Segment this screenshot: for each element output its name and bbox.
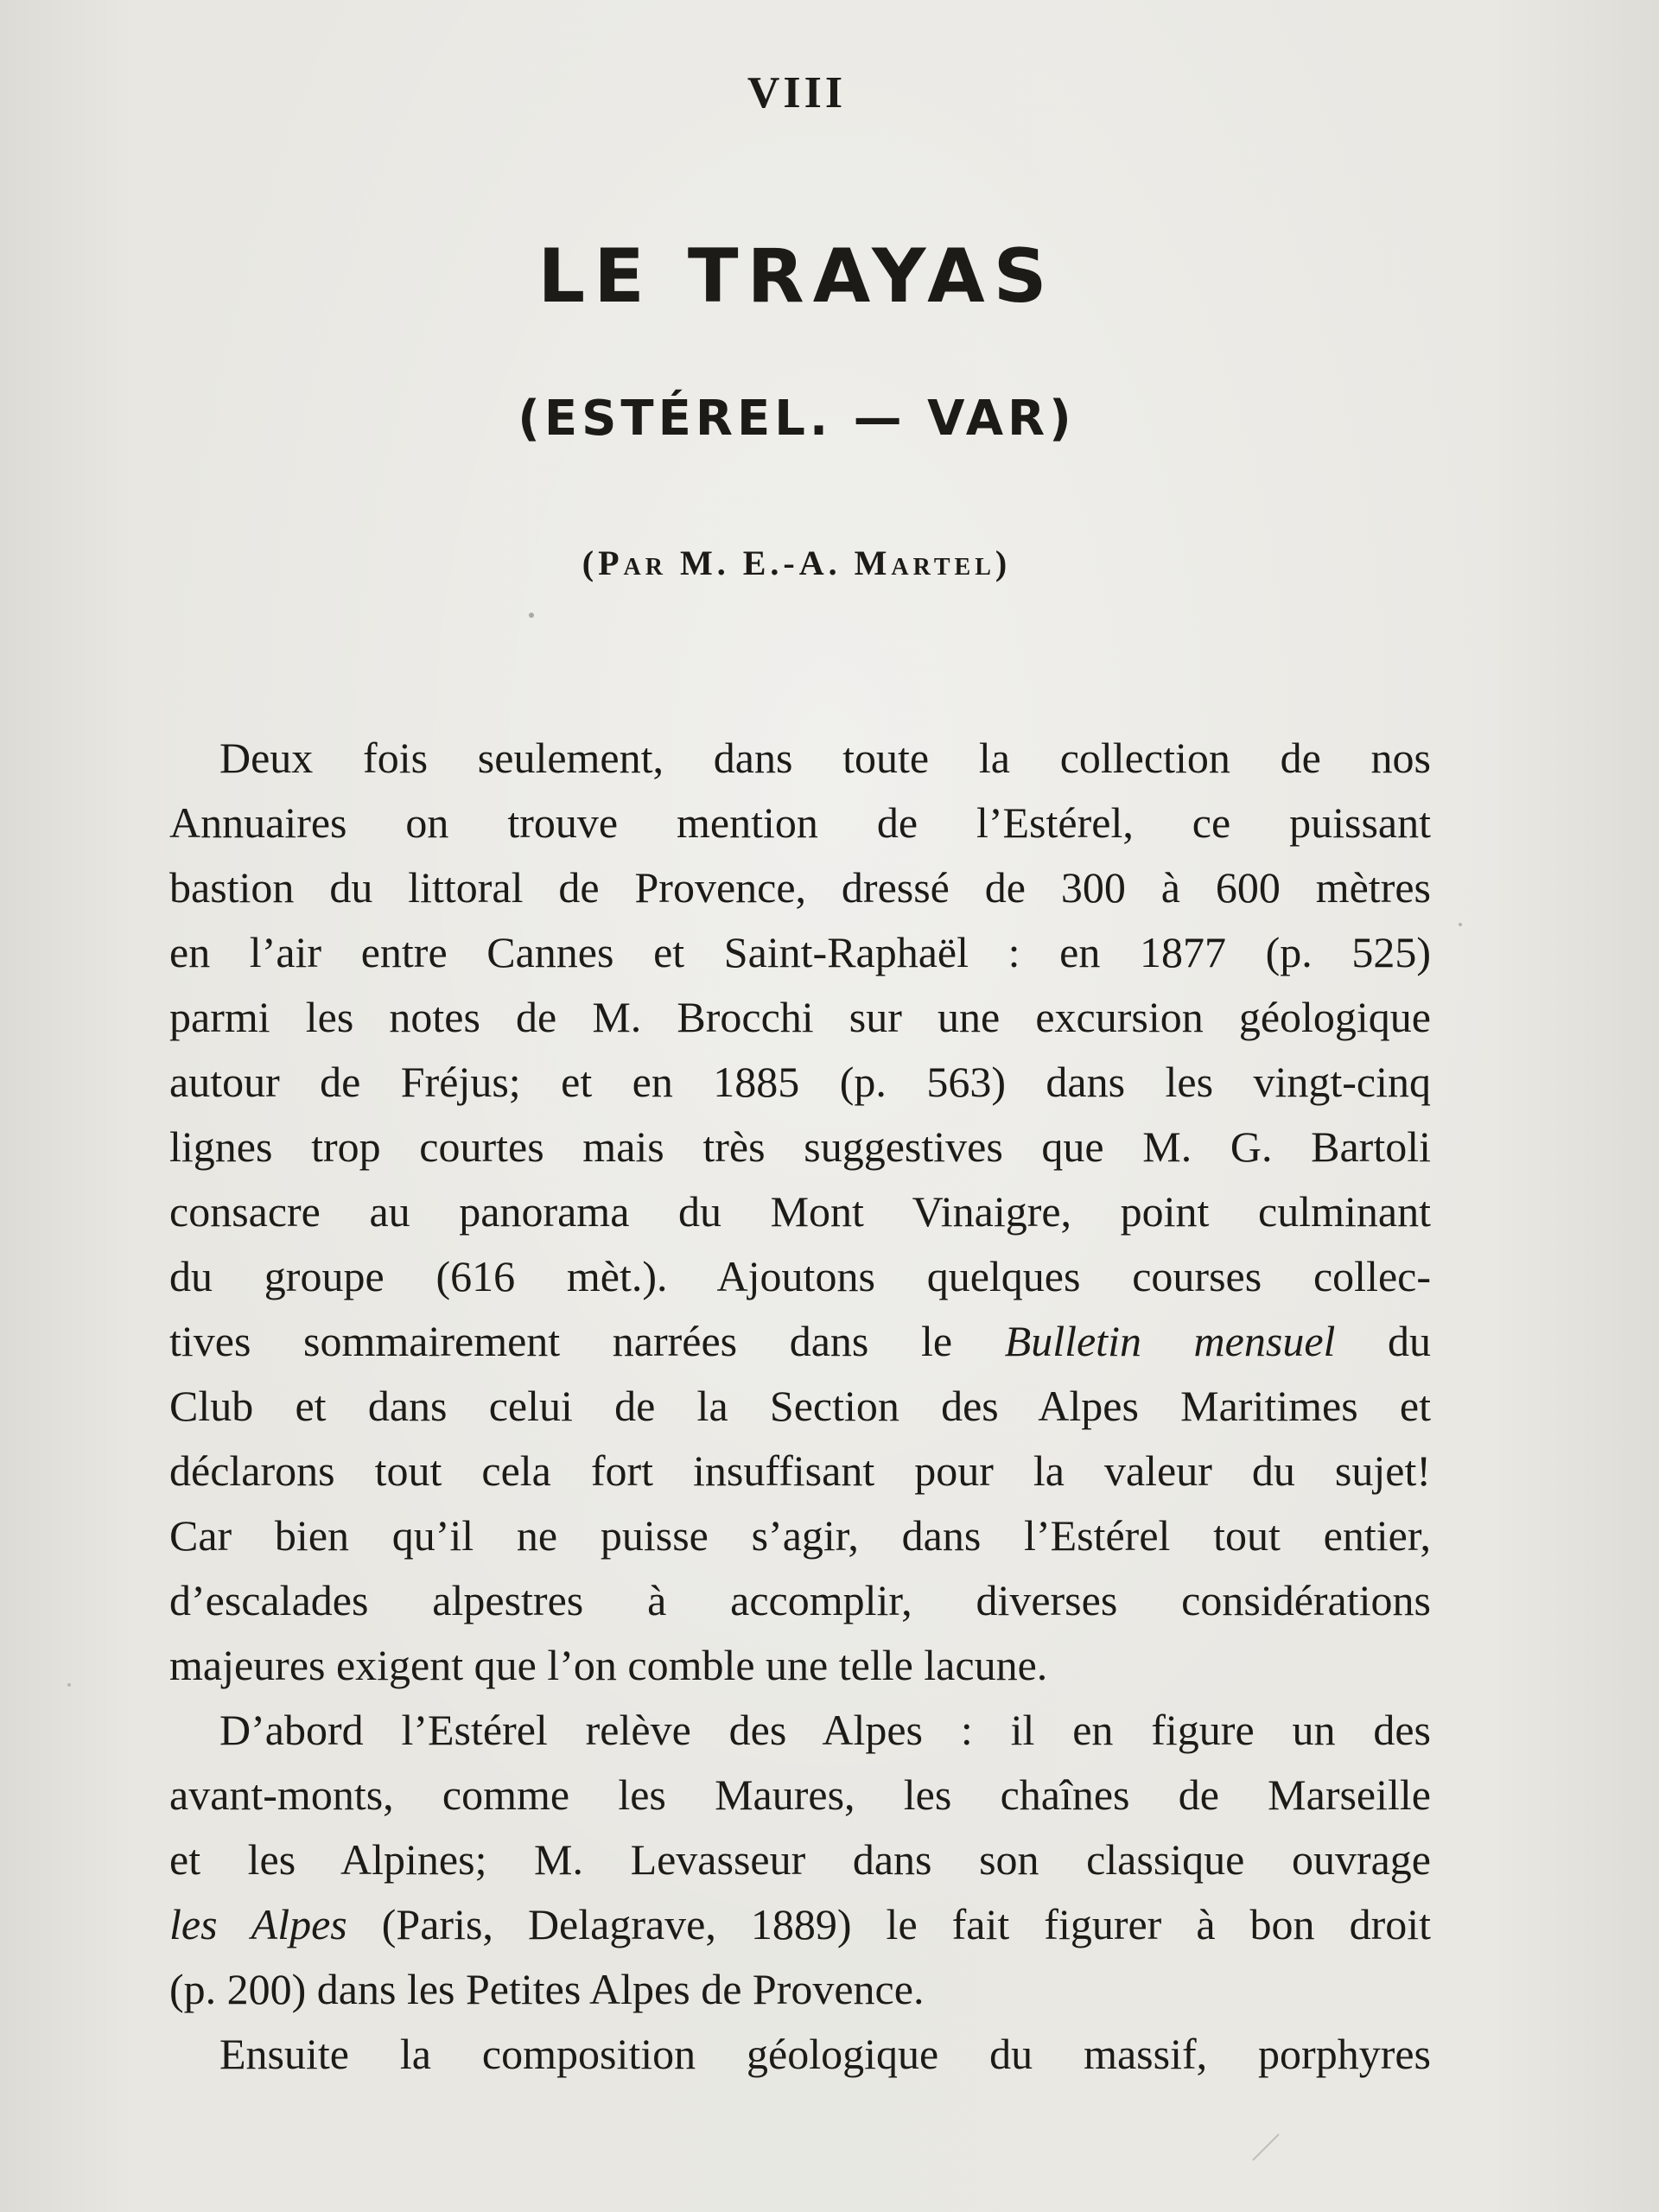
text-line: avant-monts, comme les Maures, les chaînes de Marseille bbox=[169, 1770, 1431, 1819]
chapter-title: LE TRAYAS bbox=[537, 233, 1056, 320]
body-text bbox=[169, 726, 1431, 2087]
text-line: parmi les notes de M. Brocchi sur une excursion géologique bbox=[169, 993, 1431, 1041]
text-line: D’abord l’Estérel relève des Alpes : il en figure un des bbox=[219, 1706, 1431, 1754]
author-byline: (Par M. E.-A. Martel) bbox=[582, 543, 1012, 582]
text-segment: du bbox=[1388, 1317, 1432, 1365]
text-line: Annuaires on trouve mention de l’Estérel, ce puissant bbox=[169, 798, 1431, 847]
italic-title: les Alpes bbox=[169, 1900, 347, 1948]
text-segment: tives sommairement narrées dans le bbox=[169, 1317, 953, 1365]
text-line: majeures exigent que l’on comble une telle lacune. bbox=[169, 1641, 1048, 1689]
text-line: bastion du littoral de Provence, dressé de 300 à 600 mètres bbox=[169, 863, 1431, 912]
text-line: en l’air entre Cannes et Saint-Raphaël : en 1877 (p. 525) bbox=[169, 928, 1431, 976]
text-line: du groupe (616 mèt.). Ajoutons quelques courses collec- bbox=[169, 1252, 1431, 1300]
text-line: autour de Fréjus; et en 1885 (p. 563) dans les vingt-cinq bbox=[169, 1058, 1431, 1106]
text-line: Car bien qu’il ne puisse s’agir, dans l’Estérel tout entier, bbox=[169, 1511, 1431, 1560]
text-line: Deux fois seulement, dans toute la collection de nos bbox=[219, 734, 1431, 782]
text-line: et les Alpines; M. Levasseur dans son classique ouvrage bbox=[169, 1835, 1431, 1884]
text-line: Club et dans celui de la Section des Alpes Maritimes et bbox=[169, 1382, 1431, 1430]
text-line: d’escalades alpestres à accomplir, diverses considérations bbox=[169, 1576, 1431, 1624]
text-line: lignes trop courtes mais très suggestives que M. G. Bartoli bbox=[169, 1122, 1431, 1171]
text-line: Ensuite la composition géologique du massif, porphyres bbox=[219, 2030, 1431, 2078]
italic-title: Bulletin mensuel bbox=[1004, 1317, 1336, 1365]
text-line: (p. 200) dans les Petites Alpes de Provence. bbox=[169, 1965, 925, 2013]
text-line-mixed bbox=[169, 1892, 1431, 1957]
chapter-number: VIII bbox=[747, 68, 847, 118]
text-line: consacre au panorama du Mont Vinaigre, point culminant bbox=[169, 1187, 1431, 1236]
text-line: déclarons tout cela fort insuffisant pour la valeur du sujet! bbox=[169, 1446, 1431, 1495]
text-segment: (Paris, Delagrave, 1889) le fait figurer à bon droit bbox=[381, 1900, 1432, 1948]
chapter-subtitle: (ESTÉREL. — VAR) bbox=[518, 391, 1076, 447]
text-line-mixed bbox=[169, 1309, 1431, 1374]
